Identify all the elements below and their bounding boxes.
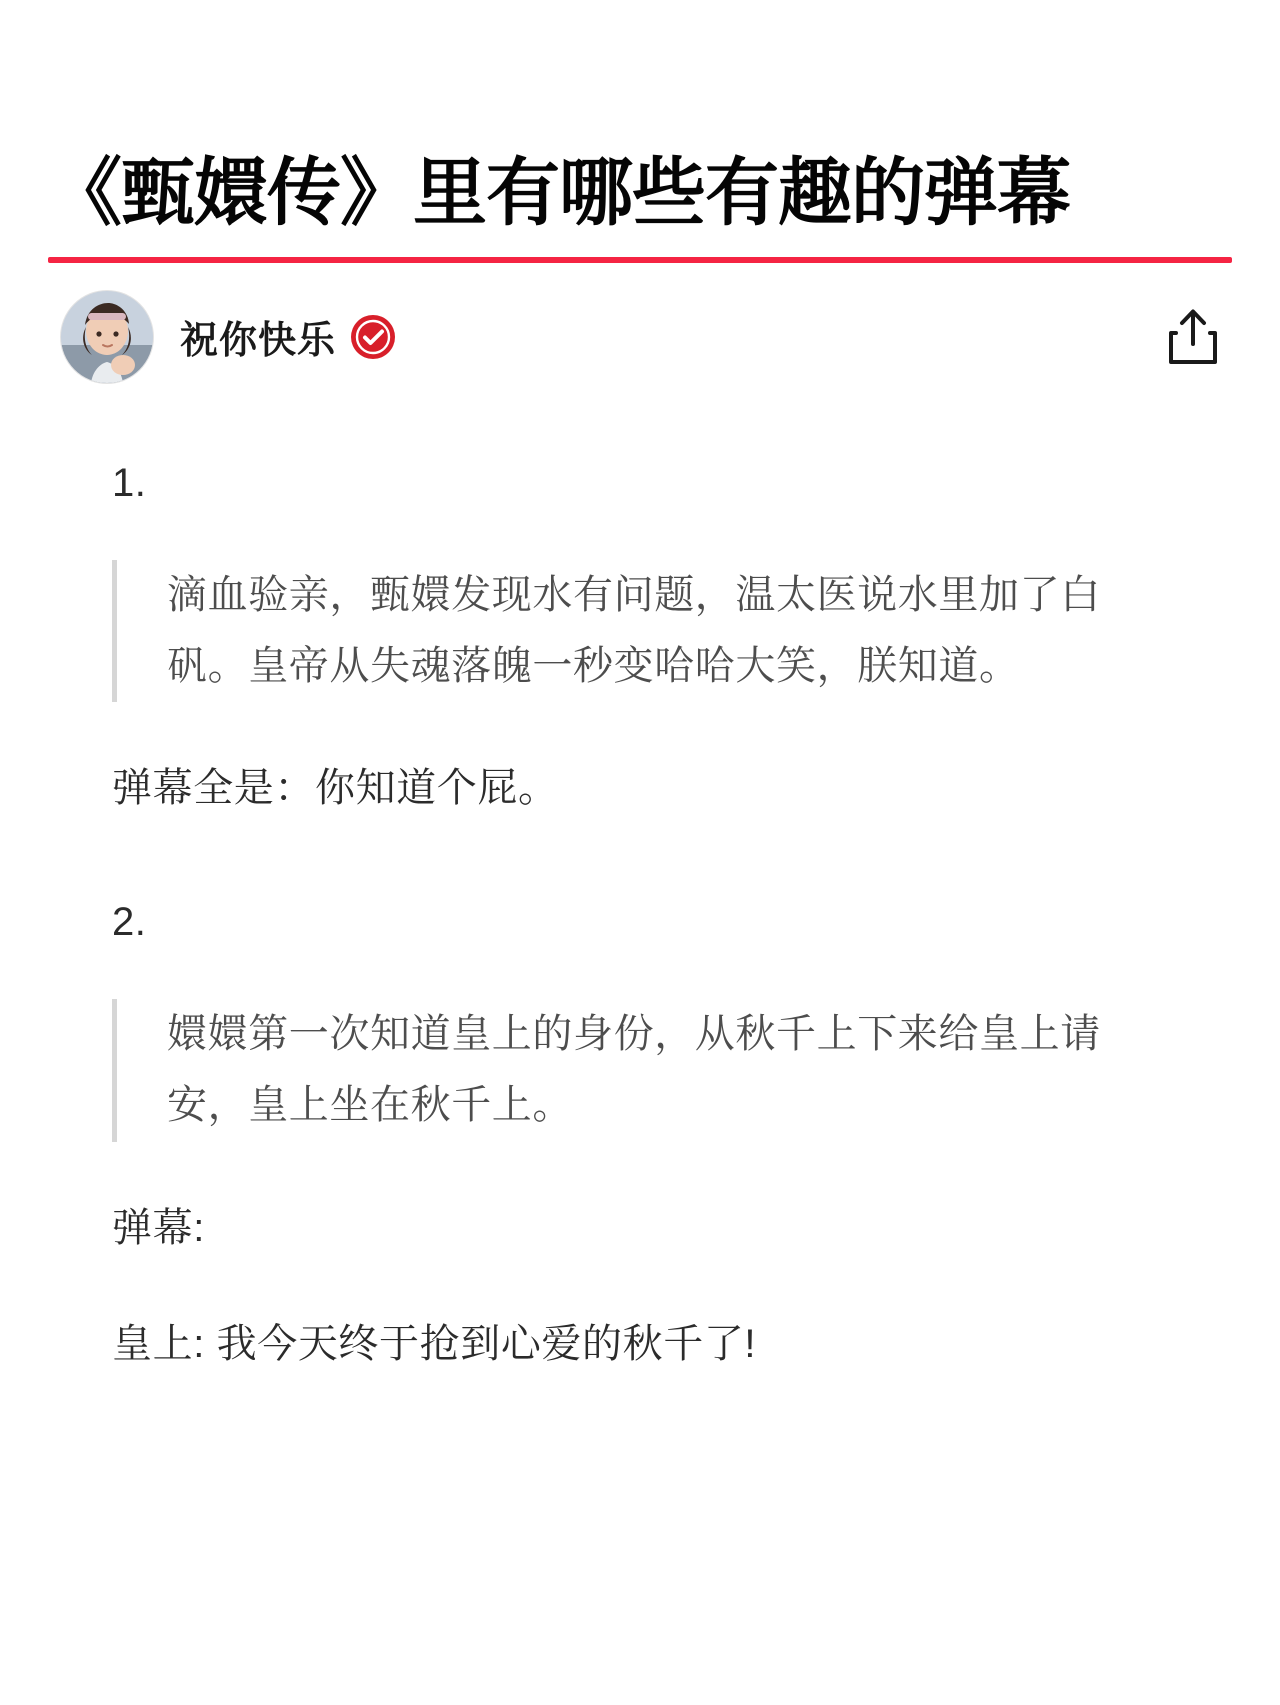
author-name[interactable]: 祝你快乐 — [180, 320, 337, 363]
comment-2: 弹幕: — [112, 1205, 205, 1250]
quote-block-2: 嬛嬛第一次知道皇上的身份，从秋千上下来给皇上请安，皇上坐在秋千上。 — [112, 999, 1170, 1141]
danmaku-line-2: 皇上: 我今天终于抢到心爱的秋千了! — [112, 1321, 757, 1366]
title-block — [48, 0, 1232, 263]
item-number-2: 2. — [112, 900, 147, 945]
page-title: 《甄嬛传》里有哪些有趣的弹幕 — [48, 151, 1070, 234]
share-icon[interactable] — [1164, 306, 1222, 368]
article-content — [48, 461, 1232, 1378]
title-underline — [48, 257, 1232, 263]
avatar[interactable] — [60, 290, 154, 384]
quote-block-1: 滴血验亲，甄嬛发现水有问题，温太医说水里加了白矾。皇帝从失魂落魄一秒变哈哈大笑，朕知道。 — [112, 560, 1170, 702]
comment-1: 弹幕全是：你知道个屁。 — [112, 766, 559, 811]
author-row — [48, 291, 1232, 383]
verified-icon — [350, 314, 396, 360]
item-number-1: 1. — [112, 460, 147, 505]
